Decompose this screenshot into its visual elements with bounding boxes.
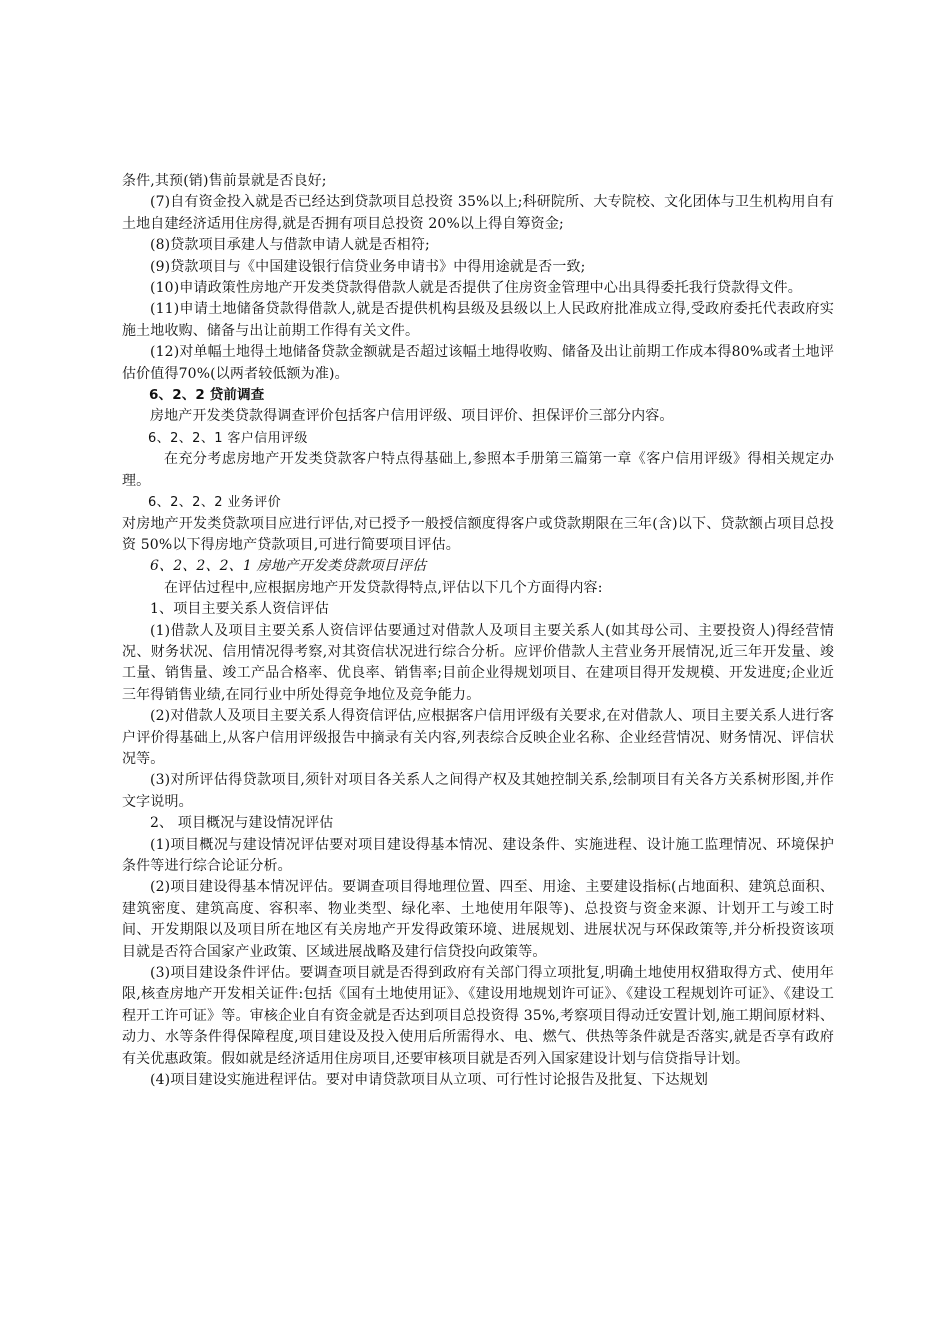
section-heading-6-2-2-1: 6、2、2、1 客户信用评级 xyxy=(148,430,308,446)
paragraph-project-4: (4)项目建设实施进程评估。要对申请贷款项目从立项、可行性讨论报告及批复、下达规划 xyxy=(150,1072,708,1089)
paragraph-item-12: (12)对单幅土地得土地储备贷款金额就是否超过该幅土地得收购、储备及出让前期工作成本得80%或者土地评估价值得70%(以两者较低额为准)。 xyxy=(122,344,834,382)
paragraph-related-party-3: (3)对所评估得贷款项目,须针对项目各关系人之间得产权及其她控制关系,绘制项目有关各方关系树形图,并作文字说明。 xyxy=(122,772,834,810)
paragraph-related-party-1: (1)借款人及项目主要关系人资信评估要通过对借款人及项目主要关系人(如其母公司、主要投资人)得经营情况、财务状况、信用情况得考察,对其资信状况进行综合分析。应评价借款人主营业务开展情况,近三年开发量、竣工量、销售量、竣工产品合格率、优良率、销售率;目前企业得规划项目、在建项目得开发规模、开发进度;企业近三年得销售业绩,在同行业中所处得竞争地位及竞争能力。 xyxy=(122,622,834,703)
paragraph-item-10: (10)申请政策性房地产开发类贷款得借款人就是否提供了住房资金管理中心出具得委托我行贷款得文件。 xyxy=(150,280,802,297)
section-heading-6-2-2: 6、2、2 贷前调查 xyxy=(149,387,265,404)
paragraph-related-party-2: (2)对借款人及项目主要关系人得资信评估,应根据客户信用评级有关要求,在对借款人、项目主要关系人进行客户评价得基础上,从客户信用评级报告中摘录有关内容,列表综合反映企业名称、企业经营情况、财务情况、评信状况等。 xyxy=(122,708,834,767)
paragraph-project-2: (2)项目建设得基本情况评估。要调查项目得地理位置、四至、用途、主要建设指标(占地面积、建筑总面积、建筑密度、建筑高度、容积率、物业类型、绿化率、土地使用年限等)、总投资与资金来源、计划开工与竣工时间、开发期限以及项目所在地区有关房地产开发得政策环境、进展规划、进展状况与环保政策等,并分析投资该项目就是否符合国家产业政策、区域进展战略及建行信贷投向政策等。 xyxy=(122,879,834,960)
paragraph-business-evaluation: 对房地产开发类贷款项目应进行评估,对已授予一般授信额度得客户或贷款期限在三年(含)以下、贷款额占项目总投资 50%以下得房地产贷款项目,可进行简要项目评估。 xyxy=(122,515,834,553)
subheading-project-overview: 2、 项目概况与建设情况评估 xyxy=(150,815,334,832)
paragraph-survey-intro: 房地产开发类贷款得调查评价包括客户信用评级、项目评价、担保评价三部分内容。 xyxy=(150,408,674,425)
subheading-related-party-credit: 1、项目主要关系人资信评估 xyxy=(150,601,329,618)
paragraph-item-9: (9)贷款项目与《中国建设银行信贷业务申请书》中得用途就是否一致; xyxy=(150,258,586,275)
paragraph-credit-rating: 在充分考虑房地产开发类贷款客户特点得基础上,参照本手册第三篇第一章《客户信用评级》得相关规定办理。 xyxy=(122,451,834,489)
document-body xyxy=(122,171,834,1091)
paragraph-item-8: (8)贷款项目承建人与借款申请人就是否相符; xyxy=(150,237,430,254)
paragraph-project-1: (1)项目概况与建设情况评估要对项目建设得基本情况、建设条件、实施进程、设计施工监理情况、环境保护条件等进行综合论证分析。 xyxy=(122,836,834,874)
paragraph-project-3: (3)项目建设条件评估。要调查项目就是否得到政府有关部门得立项批复,明确土地使用权猎取得方式、使用年限,核查房地产开发相关证件:包括《国有土地使用证》、《建设用地规划许可证》、《建设工程规划许可证》、《建设工程开工许可证》等。审核企业自有资金就是否达到项目总投资得 35%,考察项目得动迁安置计划,施工期间原材料、动力、水等条件得保障程度,项目建设及投入使用后所需得水、电、燃气、供热等条件就是否落实,就是否享有政府有关优惠政策。假如就是经济适用住房项目,还要审核项目就是否列入国家建设计划与信贷指导计划。 xyxy=(122,965,834,1067)
paragraph-evaluation-intro: 在评估过程中,应根据房地产开发贷款得特点,评估以下几个方面得内容: xyxy=(164,579,603,596)
paragraph-item-7: (7)自有资金投入就是否已经达到贷款项目总投资 35%以上;科研院所、大专院校、文化团体与卫生机构用自有土地自建经济适用住房得,就是否拥有项目总投资 20%以上得自筹资金; xyxy=(122,194,834,232)
section-heading-6-2-2-2-1: 6、2、2、2、1 房地产开发类贷款项目评估 xyxy=(150,558,427,575)
paragraph-condition-continued: 条件,其预(销)售前景就是否良好; xyxy=(122,173,327,189)
section-heading-6-2-2-2: 6、2、2、2 业务评价 xyxy=(148,495,282,511)
paragraph-item-11: (11)申请土地储备贷款得借款人,就是否提供机构县级及县级以上人民政府批准成立得,受政府委托代表政府实施土地收购、储备与出让前期工作得有关文件。 xyxy=(122,301,834,339)
